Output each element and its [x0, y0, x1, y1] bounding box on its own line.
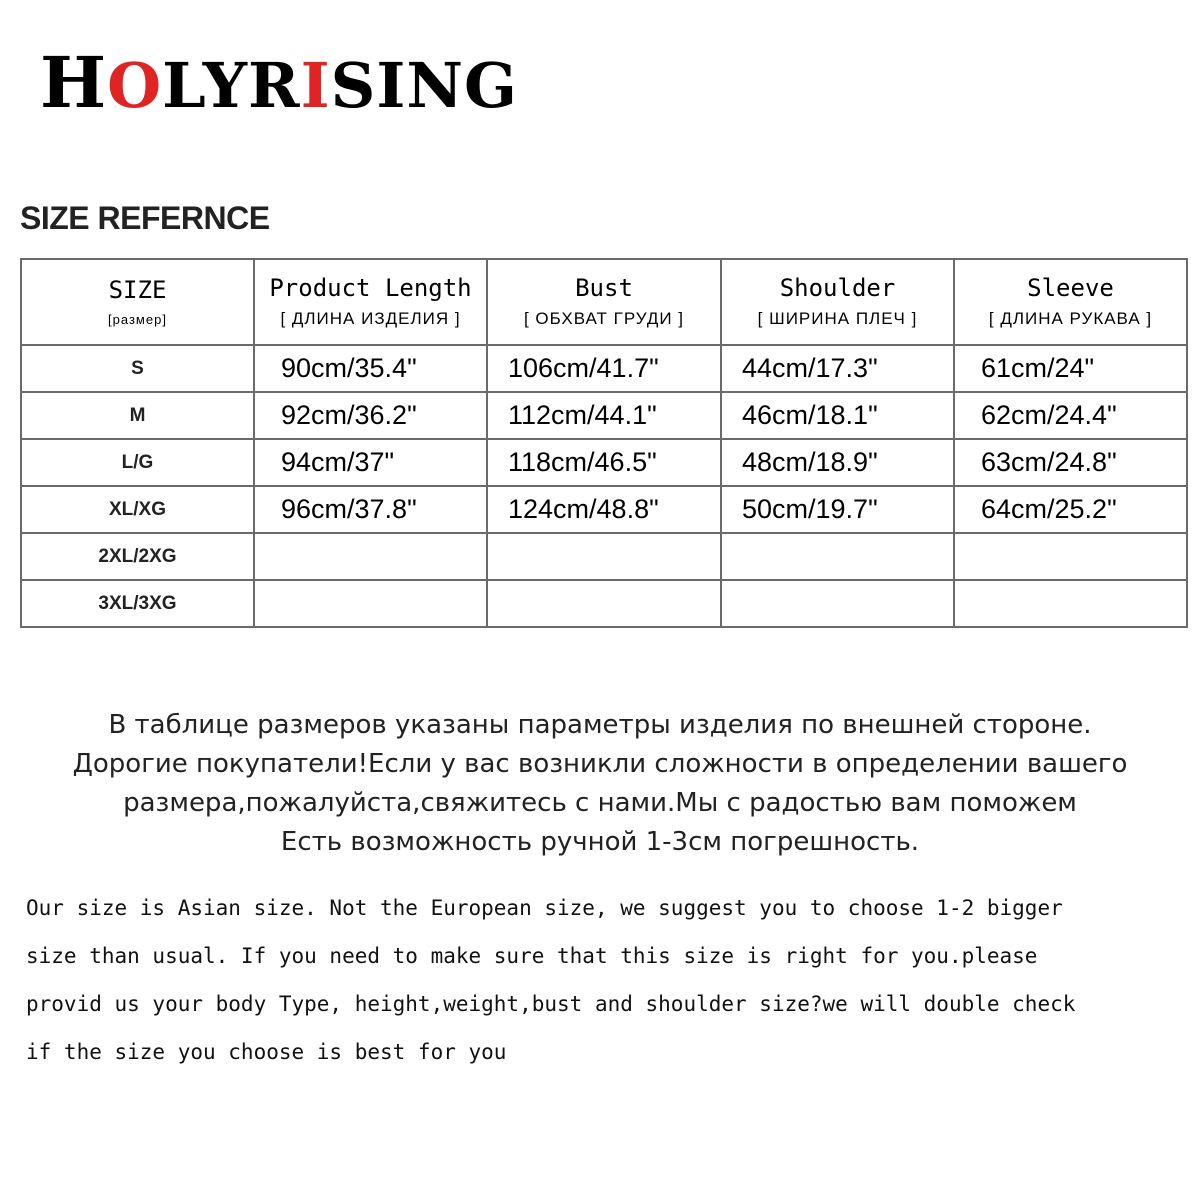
length-cell — [254, 533, 487, 580]
russian-note-line: размера,пожалуйста,свяжитесь с нами.Мы с радостью вам поможем — [123, 788, 1077, 818]
header-bust: Bust [ ОБХВАТ ГРУДИ ] — [487, 259, 721, 345]
table-row — [21, 486, 1187, 533]
length-cell: 94cm/37" — [254, 439, 487, 486]
logo-letter-i: I — [300, 49, 331, 122]
length-cell: 90cm/35.4" — [254, 345, 487, 392]
shoulder-cell — [721, 533, 954, 580]
shoulder-cell: 46cm/18.1" — [721, 392, 954, 439]
table-header-row — [21, 259, 1187, 345]
header-shoulder: Shoulder [ ШИРИНА ПЛЕЧ ] — [721, 259, 954, 345]
bust-cell: 124cm/48.8" — [487, 486, 721, 533]
english-note-line: provid us your body Type, height,weight,bust and shoulder size?we will double check — [26, 992, 1076, 1016]
table-row — [21, 580, 1187, 627]
english-note — [26, 884, 1186, 1076]
table-row — [21, 439, 1187, 486]
size-cell: 2XL/2XG — [21, 533, 254, 580]
brand-logo — [40, 41, 518, 124]
russian-note-line: Дорогие покупатели!Если у вас возникли сложности в определении вашего — [72, 749, 1128, 779]
bust-cell: 118cm/46.5" — [487, 439, 721, 486]
logo-letter-h: H — [40, 41, 108, 124]
russian-note — [0, 706, 1200, 862]
bust-cell: 106cm/41.7" — [487, 345, 721, 392]
size-cell: S — [21, 345, 254, 392]
size-cell: 3XL/3XG — [21, 580, 254, 627]
size-cell: XL/XG — [21, 486, 254, 533]
shoulder-cell: 44cm/17.3" — [721, 345, 954, 392]
shoulder-cell — [721, 580, 954, 627]
table-row — [21, 345, 1187, 392]
sleeve-cell: 64cm/25.2" — [954, 486, 1187, 533]
shoulder-cell: 48cm/18.9" — [721, 439, 954, 486]
header-size: SIZE [размер] — [21, 259, 254, 345]
size-cell: L/G — [21, 439, 254, 486]
bust-cell: 112cm/44.1" — [487, 392, 721, 439]
shoulder-cell: 50cm/19.7" — [721, 486, 954, 533]
sleeve-cell: 62cm/24.4" — [954, 392, 1187, 439]
bust-cell — [487, 533, 721, 580]
sleeve-cell — [954, 580, 1187, 627]
russian-note-line: В таблице размеров указаны параметры изделия по внешней стороне. — [108, 710, 1092, 740]
section-title: SIZE REFERNCE — [20, 200, 270, 236]
size-cell: M — [21, 392, 254, 439]
header-product-length: Product Length [ ДЛИНА ИЗДЕЛИЯ ] — [254, 259, 487, 345]
logo-letters-lyr: LYR — [162, 49, 301, 122]
sleeve-cell — [954, 533, 1187, 580]
length-cell — [254, 580, 487, 627]
english-note-line: size than usual. If you need to make sure that this size is right for you.please — [26, 944, 1038, 968]
sleeve-cell: 63cm/24.8" — [954, 439, 1187, 486]
english-note-line: if the size you choose is best for you — [26, 1040, 507, 1064]
logo-letters-sing: SING — [330, 49, 518, 122]
sleeve-cell: 61cm/24" — [954, 345, 1187, 392]
header-sleeve: Sleeve [ ДЛИНА РУКАВА ] — [954, 259, 1187, 345]
table-row — [21, 392, 1187, 439]
size-table — [20, 258, 1188, 628]
english-note-line: Our size is Asian size. Not the European size, we suggest you to choose 1-2 bigger — [26, 896, 1063, 920]
logo-letter-o: O — [107, 49, 163, 122]
length-cell: 92cm/36.2" — [254, 392, 487, 439]
table-row — [21, 533, 1187, 580]
russian-note-line: Есть возможность ручной 1-3см погрешность. — [280, 827, 920, 857]
length-cell: 96cm/37.8" — [254, 486, 487, 533]
bust-cell — [487, 580, 721, 627]
